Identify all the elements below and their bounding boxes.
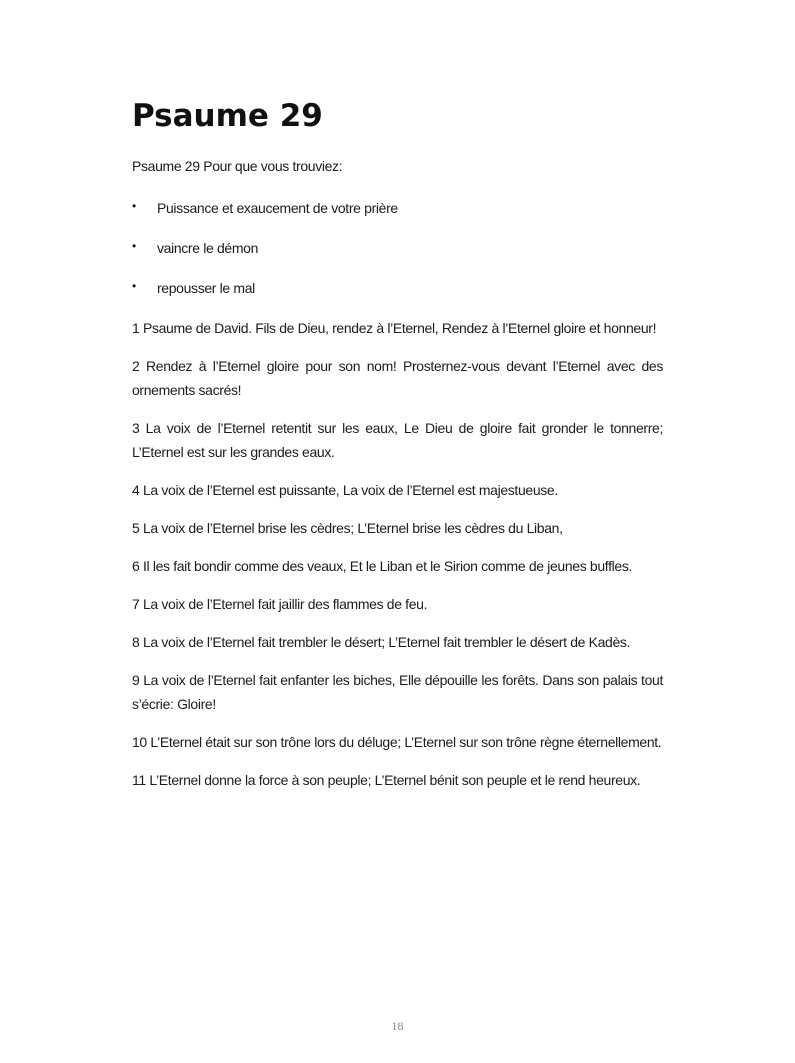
verse-1: 1 Psaume de David. Fils de Dieu, rendez à l’Eternel, Rendez à l’Eternel gloire et honneur! [132, 320, 657, 336]
verse-3: 3 La voix de l’Eternel retentit sur les eaux, Le Dieu de gloire fait gronder le tonnerre; L’Eternel est sur les grandes eaux. [132, 420, 663, 460]
bullet-icon: • [132, 279, 136, 293]
verse-4: 4 La voix de l’Eternel est puissante, La voix de l’Eternel est majestueuse. [132, 482, 558, 498]
verse-2: 2 Rendez à l’Eternel gloire pour son nom! Prosternez-vous devant l’Eternel avec des ornements sacrés! [132, 358, 663, 398]
bullet-text: repousser le mal [157, 280, 255, 296]
verse-9: 9 La voix de l’Eternel fait enfanter les biches, Elle dépouille les forêts. Dans son palais tout s’écrie: Gloire! [132, 672, 663, 712]
verse-10: 10 L’Eternel était sur son trône lors du déluge; L’Eternel sur son trône règne éternellement. [132, 734, 662, 750]
page-title: Psaume 29 [132, 98, 323, 134]
bullet-icon: • [132, 199, 136, 213]
verse-7: 7 La voix de l’Eternel fait jaillir des flammes de feu. [132, 596, 428, 612]
document-page [132, 96, 663, 806]
bullet-text: vaincre le démon [157, 240, 259, 256]
verse-11: 11 L’Eternel donne la force à son peuple; L’Eternel bénit son peuple et le rend heureux. [132, 772, 641, 788]
bullet-text: Puissance et exaucement de votre prière [157, 200, 398, 216]
document-body [132, 154, 663, 792]
verse-6: 6 Il les fait bondir comme des veaux, Et le Liban et le Sirion comme de jeunes buffles. [132, 558, 633, 574]
list-item [132, 196, 663, 220]
bullet-icon: • [132, 239, 136, 253]
verse-8: 8 La voix de l’Eternel fait trembler le désert; L’Eternel fait trembler le désert de Kadès. [132, 634, 631, 650]
page-number: 18 [391, 1019, 404, 1033]
list-item [132, 276, 663, 300]
intro-paragraph: Psaume 29 Pour que vous trouviez: [132, 158, 343, 174]
bullet-list [132, 196, 663, 300]
list-item [132, 236, 663, 260]
verse-5: 5 La voix de l’Eternel brise les cèdres; L’Eternel brise les cèdres du Liban, [132, 520, 563, 536]
